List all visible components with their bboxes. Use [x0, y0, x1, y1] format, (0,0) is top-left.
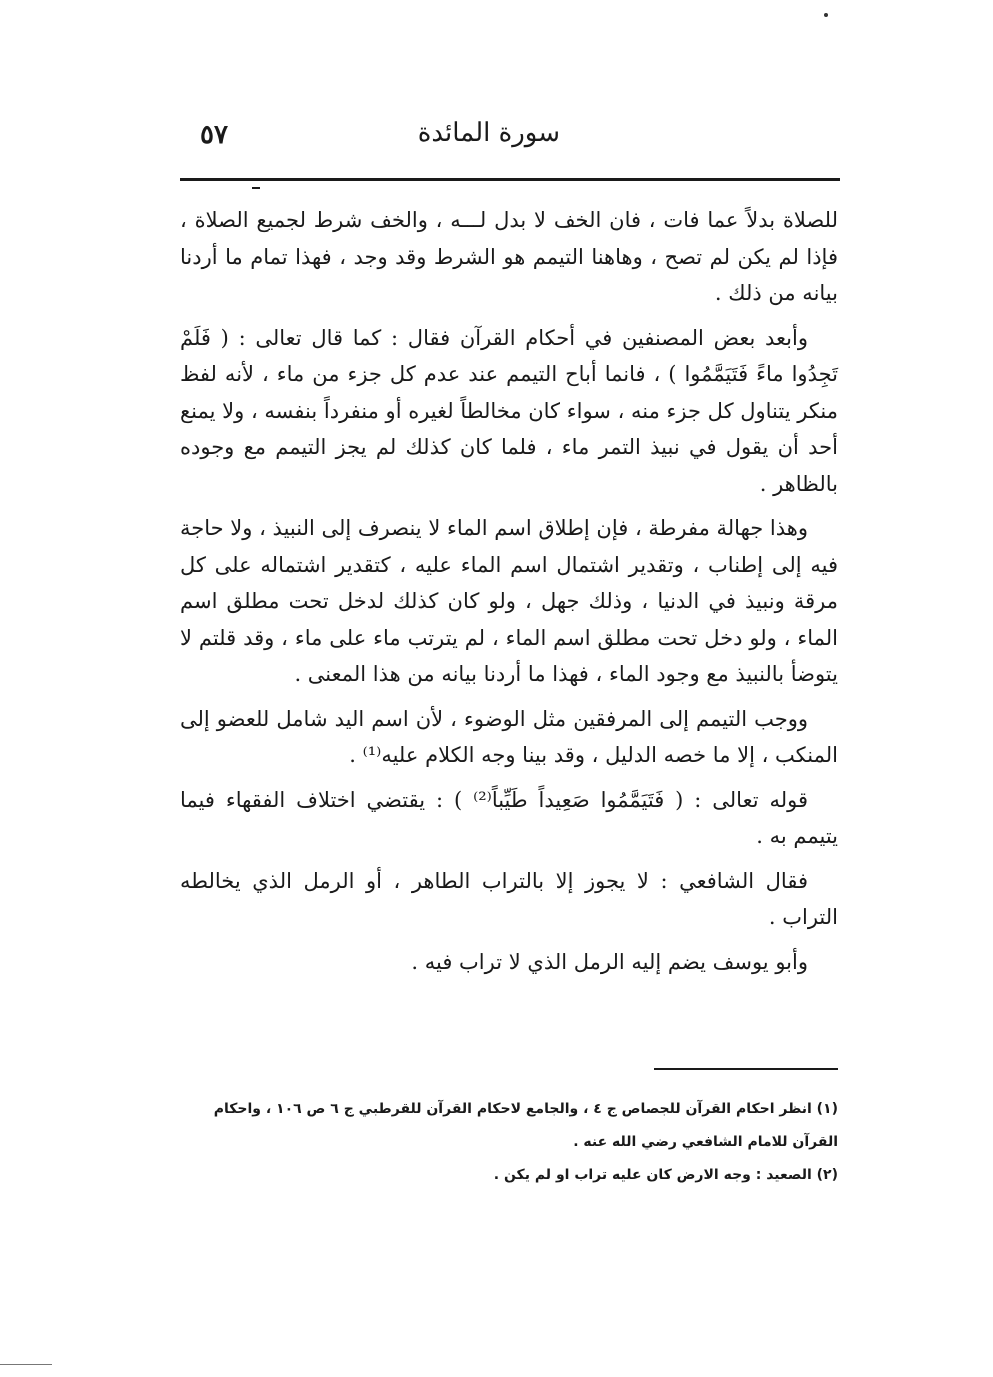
footnotes — [168, 1093, 838, 1192]
page-header — [190, 118, 830, 162]
footnote-rule — [654, 1068, 838, 1070]
scan-edge-mark — [0, 1364, 52, 1365]
paragraph: وأبو يوسف يضم إليه الرمل الذي لا تراب فيه . — [411, 949, 808, 974]
scan-speck — [824, 13, 828, 17]
paragraph: وأبعد بعض المصنفين في أحكام القرآن فقال : كما قال تعالى : ( فَلَمْ تَجِدُوا ماءً فَتَيَمَّمُوا ) ، فانما أباح التيمم عند عدم كل جزء من ماء ، لأنه لفظ منكر يتناول كل جزء منه ، سواء كان مخالطاً لغيره أو منفرداً بنفسه ، ولا يمنع أحد أن يقول في نبيذ التمر ماء ، فلما كان كذلك لم يجز التيمم مع وجوده بالظاهر . — [180, 325, 838, 496]
paragraph: فقال الشافعي : لا يجوز إلا بالتراب الطاهر ، أو الرمل الذي يخالطه التراب . — [180, 868, 838, 929]
page-number: ٥٧ — [200, 120, 228, 150]
paragraph: ووجب التيمم إلى المرفقين مثل الوضوء ، لأن اسم اليد شامل للعضو إلى المنكب ، إلا ما خصه الدليل ، وقد بينا وجه الكلام عليه⁽¹⁾ . — [180, 706, 838, 767]
main-text — [180, 202, 838, 980]
paragraph: قوله تعالى : ( فَتَيَمَّمُوا صَعِيداً طَيِّباً⁽²⁾ ) : يقتضي اختلاف الفقهاء فيما يتيمم به . — [180, 787, 838, 848]
rule-tick — [252, 187, 260, 189]
surah-title: سورة المائدة — [417, 118, 560, 148]
paragraph: وهذا جهالة مفرطة ، فإن إطلاق اسم الماء لا ينصرف إلى النبيذ ، ولا حاجة فيه إلى إطناب ، وتقدير اشتمال اسم الماء عليه ، كتقدير اشتماله على كل مرقة ونبيذ في الدنيا ، وذلك جهل ، ولو كان كذلك لدخل تحت مطلق اسم الماء ، ولو دخل تحت مطلق اسم الماء ، لم يترتب ماء على ماء ، وقد قلتم لا يتوضأ بالنبيذ مع وجود الماء ، فهذا ما أردنا بيانه من هذا المعنى . — [180, 516, 838, 686]
header-rule — [180, 178, 840, 181]
footnote-2: (٢) الصعيد : وجه الارض كان عليه تراب او لم يكن . — [493, 1167, 838, 1183]
paragraph-continuation: للصلاة بدلاً عما فات ، فان الخف لا بدل لـــه ، والخف شرط لجميع الصلاة ، فإذا لم يكن لم تصح ، وهاهنا التيمم هو الشرط وقد وجد ، فهذا تمام ما أردنا بيانه من ذلك . — [180, 208, 838, 305]
footnote-1: (١) انظر احكام القرآن للجصاص ج ٤ ، والجامع لاحكام القرآن للقرطبي ج ٦ ص ١٠٦ ، واحكام القرآن للامام الشافعي رضي الله عنه . — [213, 1101, 838, 1150]
